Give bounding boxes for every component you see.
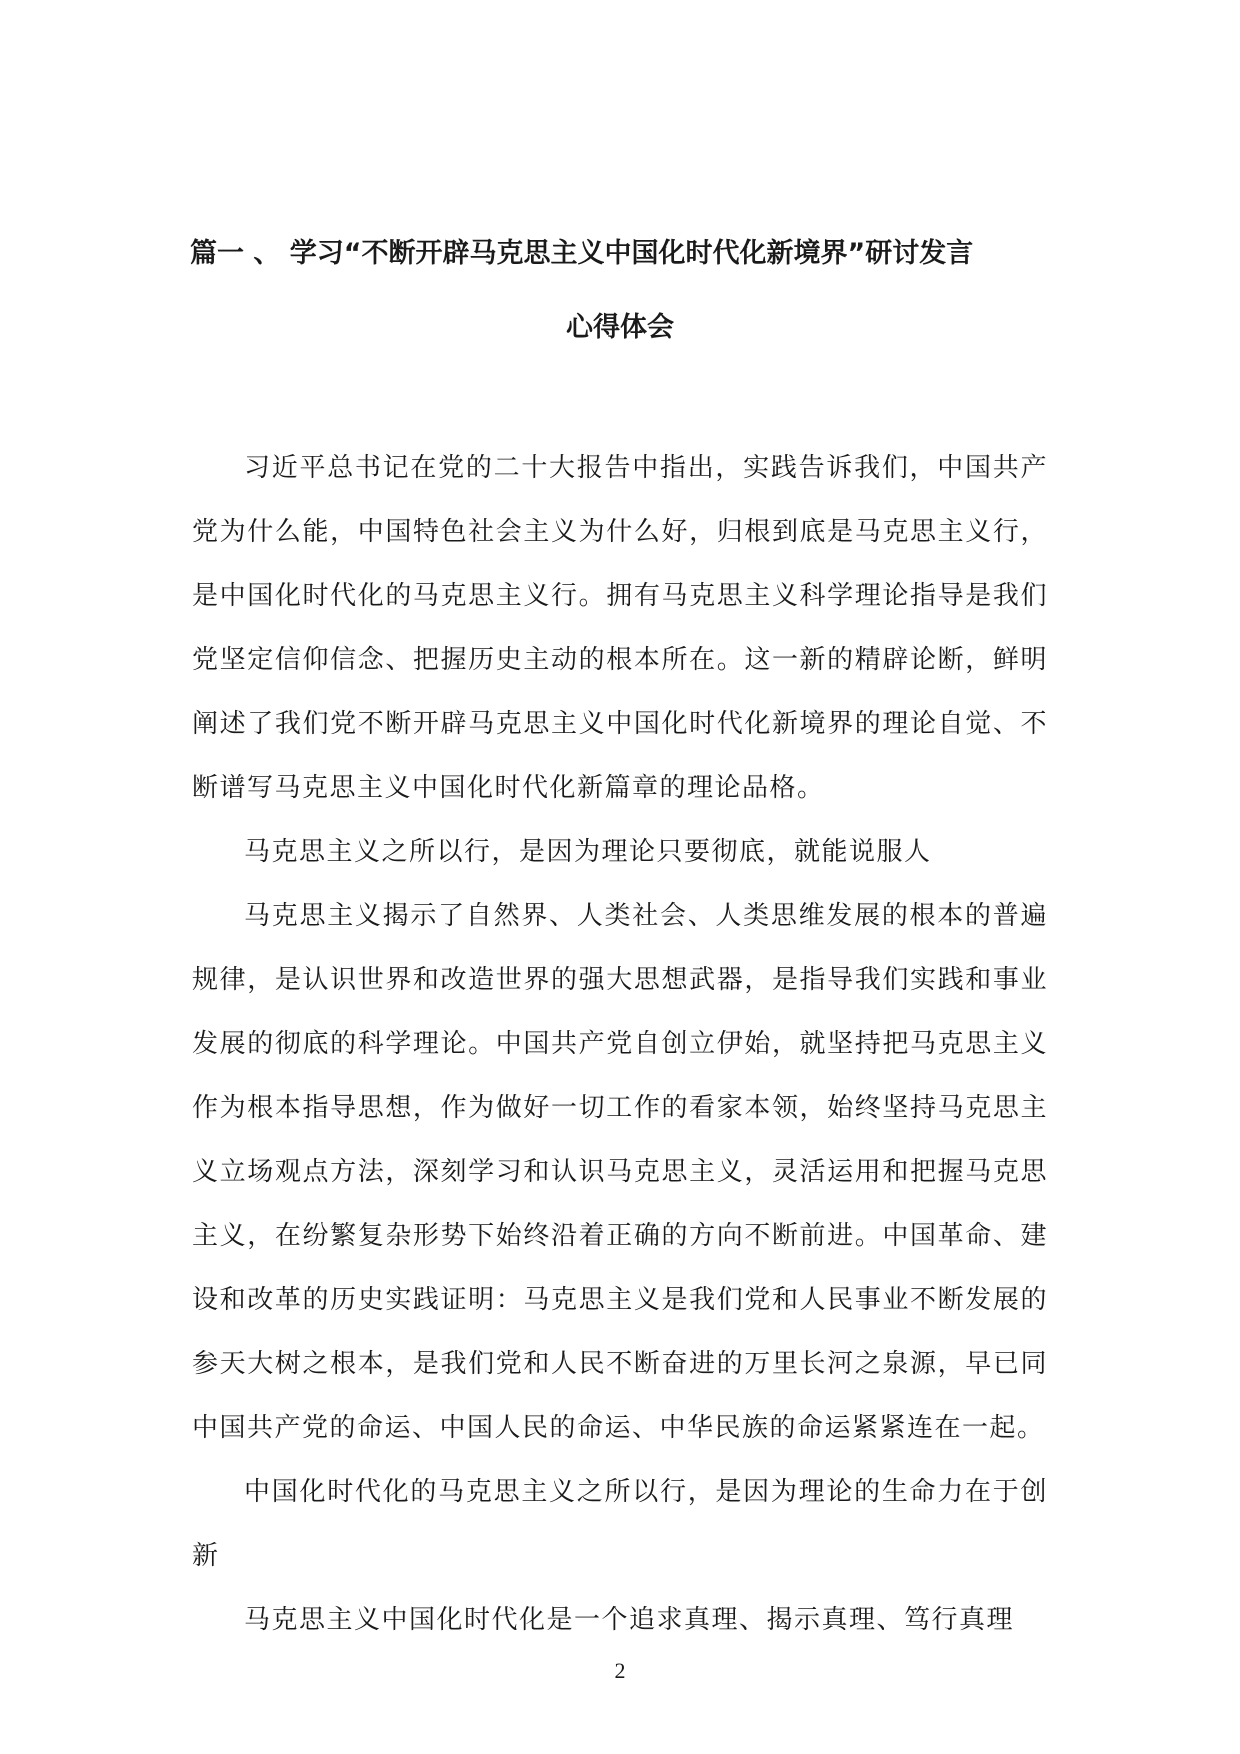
paragraph-intro: 习近平总书记在党的二十大报告中指出，实践告诉我们，中国共产党为什么能，中国特色社会主义为什么好，归根到底是马克思主义行，是中国化时代化的马克思主义行。拥有马克思主义科学理论指导是我们党坚定信仰信念、把握历史主动的根本所在。这一新的精辟论断，鲜明阐述了我们党不断开辟马克思主义中国化时代化新境界的理论自觉、不断谱写马克思主义中国化时代化新篇章的理论品格。 [192,453,1048,803]
document-title-line-2: 心得体会 [566,312,674,343]
document-title-line-1: 篇一 、 学习“不断开辟马克思主义中国化时代化新境界”研讨发言 [190,238,974,269]
paragraph-heading-2: 中国化时代化的马克思主义之所以行，是因为理论的生命力在于创新 [192,1477,1048,1571]
document-body [192,436,1048,1652]
paragraph-body-2: 马克思主义中国化时代化是一个追求真理、揭示真理、笃行真理 [244,1605,1015,1635]
paragraph-body-1: 马克思主义揭示了自然界、人类社会、人类思维发展的根本的普遍规律，是认识世界和改造世界的强大思想武器，是指导我们实践和事业发展的彻底的科学理论。中国共产党自创立伊始，就坚持把马克思主义作为根本指导思想，作为做好一切工作的看家本领，始终坚持马克思主义立场观点方法，深刻学习和认识马克思主义，灵活运用和把握马克思主义，在纷繁复杂形势下始终沿着正确的方向不断前进。中国革命、建设和改革的历史实践证明：马克思主义是我们党和人民事业不断发展的参天大树之根本，是我们党和人民不断奋进的万里长河之泉源，早已同中国共产党的命运、中国人民的命运、中华民族的命运紧紧连在一起。 [192,901,1048,1443]
paragraph-heading-1: 马克思主义之所以行，是因为理论只要彻底，就能说服人 [244,837,932,867]
page-number: 2 [614,1658,626,1683]
